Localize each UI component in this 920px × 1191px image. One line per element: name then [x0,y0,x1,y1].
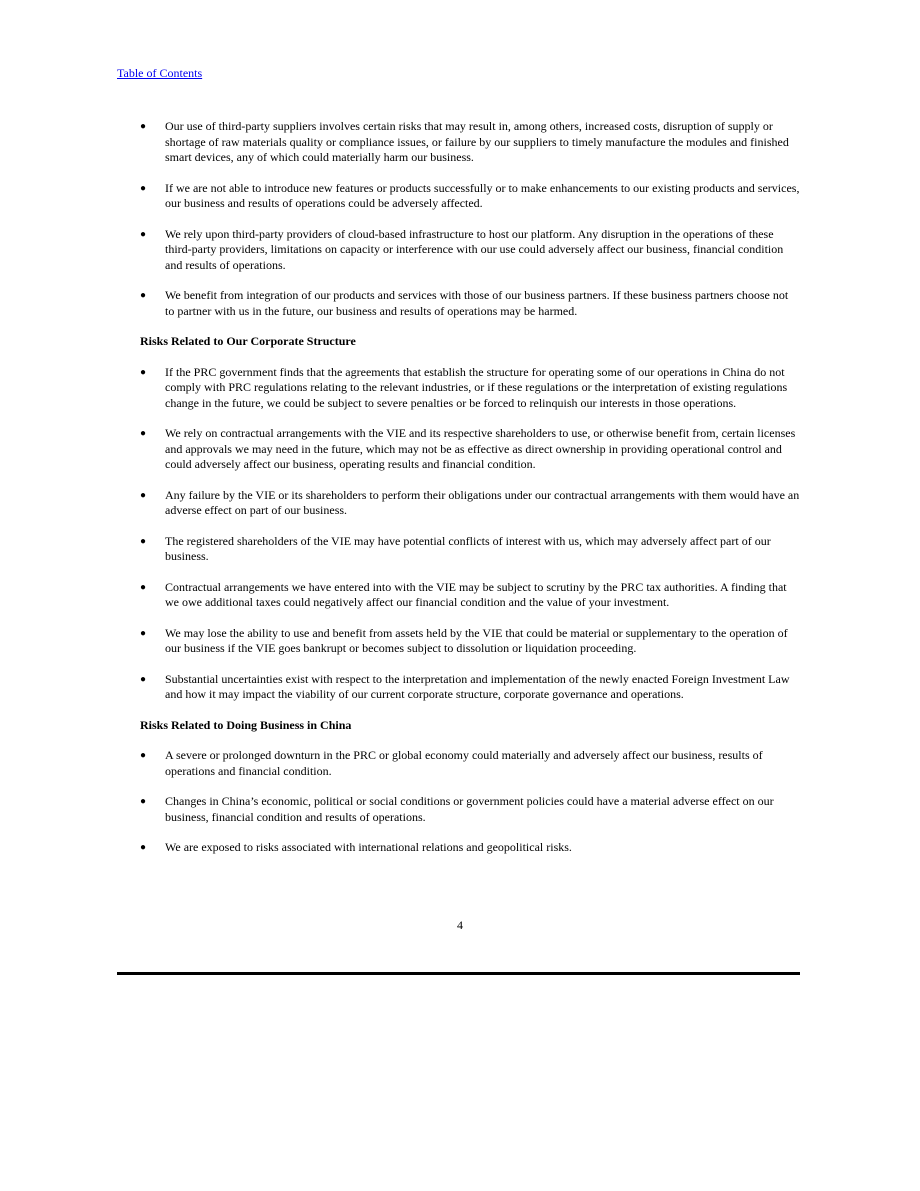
risk-bullet-text: If the PRC government finds that the agreements that establish the structure for operating some of our operations in China do not comply with PRC regulations relating to the relevant industries, or if these regulations or the interpretation of existing regulations change in the future, we could be subject to severe penalties or be forced to relinquish our interests in those operations. [165,364,788,410]
risk-bullet-text: We rely on contractual arrangements with the VIE and its respective shareholders to use, or otherwise benefit from, certain licenses and approvals we may need in the future, which may not be as effective as direct ownership in providing operational control and could adversely affect our business, operating results and financial condition. [165,426,796,471]
page-divider [117,972,800,975]
risk-bullet-item [140,426,800,473]
risk-bullet-text: We benefit from integration of our products and services with those of our business partners. If these business partners choose not to partner with us in the future, our business and results of operations may be harmed. [165,288,789,318]
risk-bullet-text: Any failure by the VIE or its shareholders to perform their obligations under our contractual arrangements with them would have an adverse effect on part of our business. [165,487,800,517]
risk-bullet-item [140,840,800,856]
risk-bullet-item [140,488,800,519]
bullet-icon: ● [140,366,147,378]
risk-bullet-item [140,181,800,212]
section-heading: Risks Related to Our Corporate Structure [140,334,356,348]
bullet-icon: ● [140,750,147,761]
risk-bullet-item [140,119,800,166]
risk-bullet-item [140,534,800,565]
bullet-icon: ● [140,796,147,807]
risk-bullet-text: A severe or prolonged downturn in the PRC or global economy could materially and adversely affect our business, results of operations and financial condition. [165,748,763,778]
bullet-icon: ● [140,842,147,853]
risk-bullet-item [140,748,800,779]
bullet-icon: ● [140,290,147,301]
risk-bullet-text: We are exposed to risks associated with international relations and geopolitical risks. [165,840,572,854]
risk-bullet-text: Substantial uncertainties exist with respect to the interpretation and implementation of the newly enacted Foreign Investment Law and how it may impact the viability of our current corporate structure, corporate governance and operations. [165,671,790,701]
section-heading: Risks Related to Doing Business in China [140,717,352,732]
risk-bullet-text: Our use of third-party suppliers involves certain risks that may result in, among others, increased costs, disruption of supply or shortage of raw materials quality or compliance issues, or failure by our suppliers to timely manufacture the modules and finished smart devices, any of which could materially harm our business. [165,119,789,164]
bullet-icon: ● [140,489,147,501]
page-number: 4 [457,918,463,932]
risk-bullet-text: If we are not able to introduce new features or products successfully or to make enhancements to our existing products and services, our business and results of operations could be adversely affected. [165,180,800,210]
risk-bullet-text: The registered shareholders of the VIE may have potential conflicts of interest with us, which may adversely affect part of our business. [165,533,771,563]
risk-bullet-text: We may lose the ability to use and benefit from assets held by the VIE that could be material or supplementary to the operation of our business if the VIE goes bankrupt or becomes subject to dissolution or liquidation proceeding. [165,625,788,655]
bullet-icon: ● [140,627,147,639]
risk-bullet-text: We rely upon third-party providers of cloud-based infrastructure to host our platform. Any disruption in the operations of these third-party providers, limitations on capacity or interference with our use could adversely affect our business, financial condition and results of operations. [165,226,784,272]
bullet-icon: ● [140,228,147,240]
risk-bullet-text: Changes in China’s economic, political or social conditions or government policies could have a material adverse effect on our business, financial condition and results of operations. [165,794,774,824]
risk-bullet-item [140,227,800,274]
risk-bullet-item [140,288,800,319]
bullet-icon: ● [140,121,147,132]
bullet-icon: ● [140,535,147,547]
risk-bullet-item [140,626,800,657]
bullet-icon: ● [140,428,147,439]
risk-bullet-item [140,365,800,412]
bullet-icon: ● [140,182,147,194]
document-body [140,119,800,871]
bullet-icon: ● [140,581,147,593]
risk-bullet-item [140,672,800,703]
risk-bullet-text: Contractual arrangements we have entered into with the VIE may be subject to scrutiny by the PRC tax authorities. A finding that we owe additional taxes could negatively affect our financial condition and the value of your investment. [165,579,787,609]
table-of-contents-link[interactable]: Table of Contents [117,66,203,80]
bullet-icon: ● [140,673,147,685]
risk-bullet-item [140,794,800,825]
risk-bullet-item [140,580,800,611]
